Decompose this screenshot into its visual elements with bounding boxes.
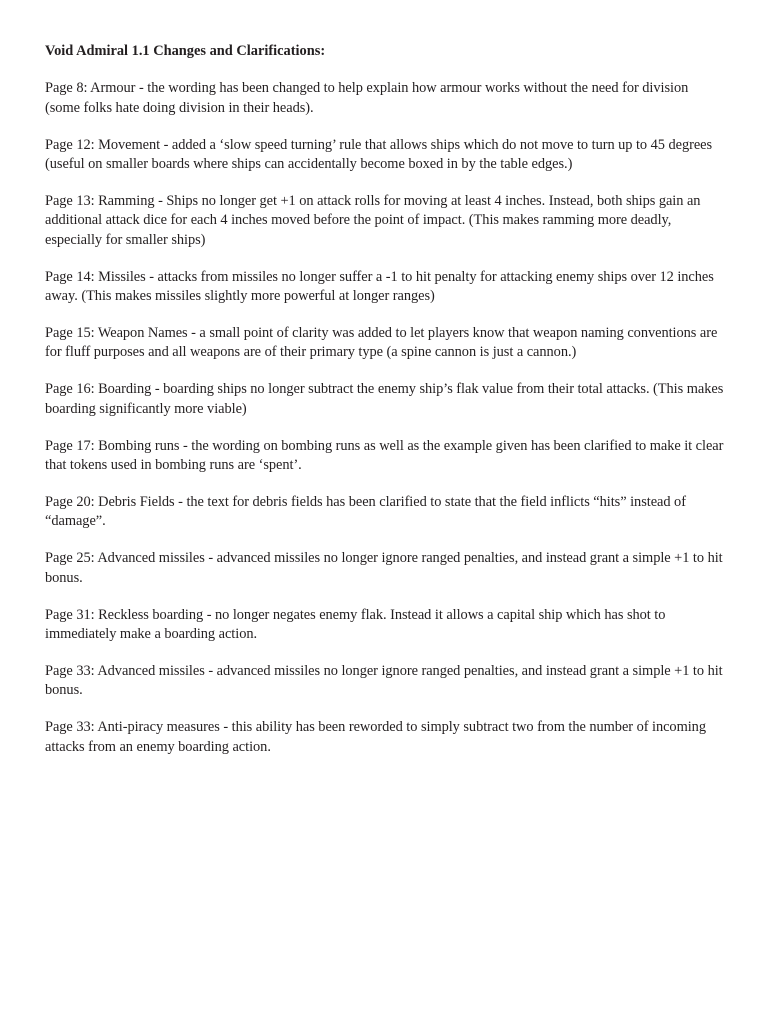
document-page [45,42,725,775]
entry-page-14-missiles: Page 14: Missiles - attacks from missiles no longer suffer a -1 to hit penalty for attacking enemy ships over 12 inches away. (This makes missiles slightly more powerful at longer ranges) [45,268,714,305]
entry-page-12-movement: Page 12: Movement - added a ‘slow speed turning’ rule that allows ships which do not move to turn up to 45 degrees (useful on smaller boards where ships can accidentally become boxed in by the table edges.) [45,136,713,173]
entry-page-16-boarding: Page 16: Boarding - boarding ships no longer subtract the enemy ship’s flak value from their total attacks. (This makes boarding significantly more viable) [45,381,724,417]
entry-page-17-bombing-runs: Page 17: Bombing runs - the wording on bombing runs as well as the example given has been clarified to make it clear that tokens used in bombing runs are ‘spent’. [45,437,724,474]
entry-page-33-advanced-missiles: Page 33: Advanced missiles - advanced missiles no longer ignore ranged penalties, and instead grant a simple +1 to hit bonus. [45,662,723,699]
entry-page-15-weapon-names: Page 15: Weapon Names - a small point of clarity was added to let players know that weapon naming conventions are for fluff purposes and all weapons are of their primary type (a spine cannon is just a cannon.) [45,325,718,361]
entry-page-8-armour: Page 8: Armour - the wording has been changed to help explain how armour works without the need for division (some folks hate doing division in their heads). [45,80,689,116]
entry-page-25-advanced-missiles: Page 25: Advanced missiles - advanced missiles no longer ignore ranged penalties, and instead grant a simple +1 to hit bonus. [45,550,723,586]
entry-page-31-reckless-boarding: Page 31: Reckless boarding - no longer negates enemy flak. Instead it allows a capital ship which has shot to immediately make a boarding action. [45,606,666,643]
entry-page-20-debris-fields: Page 20: Debris Fields - the text for debris fields has been clarified to state that the field inflicts “hits” instead of “damage”. [45,494,686,530]
document-title: Void Admiral 1.1 Changes and Clarifications: [45,43,326,59]
entry-page-33-anti-piracy-measures: Page 33: Anti-piracy measures - this ability has been reworded to simply subtract two from the number of incoming attacks from an enemy boarding action. [45,719,706,755]
entry-page-13-ramming: Page 13: Ramming - Ships no longer get +1 on attack rolls for moving at least 4 inches. Instead, both ships gain an additional attack dice for each 4 inches moved before the point of impact. (This makes ramming more deadly, especially for smaller ships) [45,193,701,248]
